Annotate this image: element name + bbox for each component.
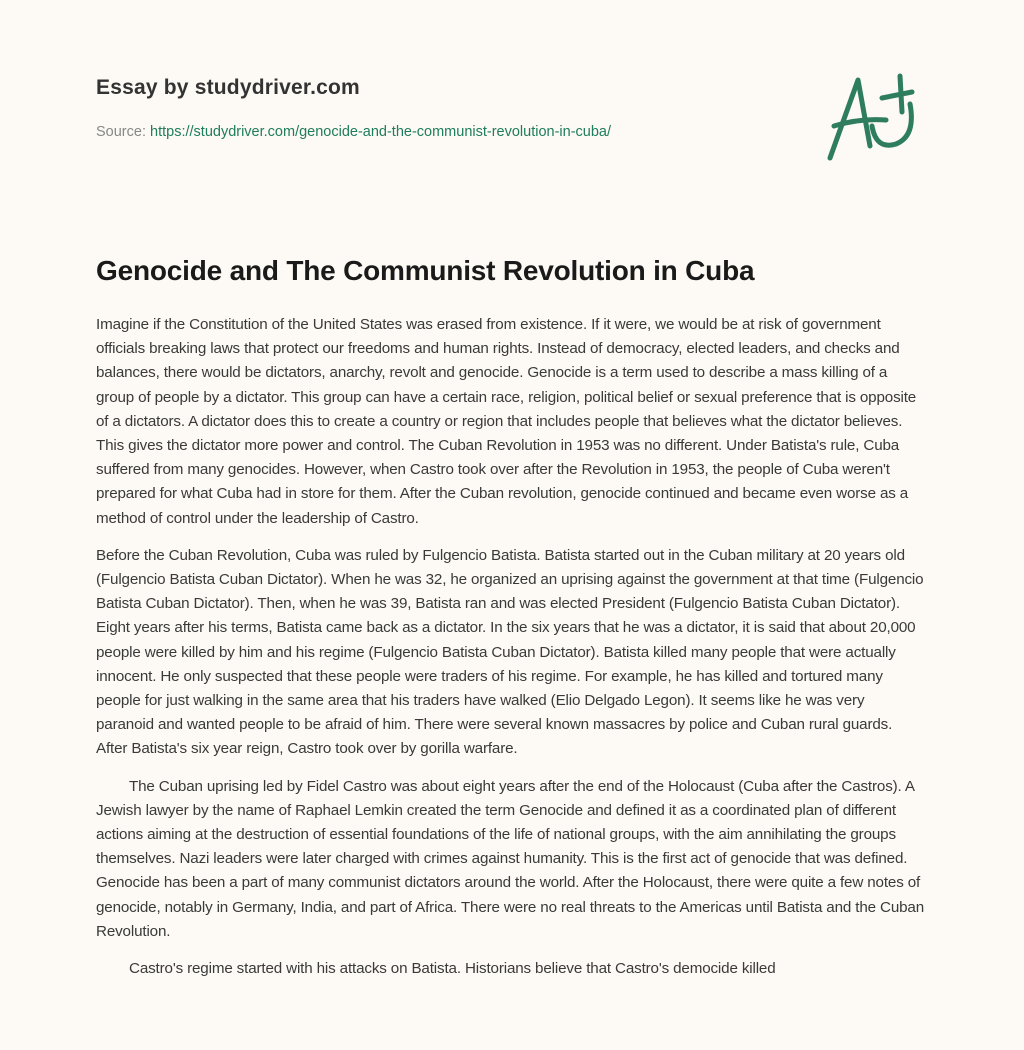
a-plus-grade-icon bbox=[820, 66, 930, 166]
essay-paragraph: The Cuban uprising led by Fidel Castro was about eight years after the end of the Holocaust (Cuba after the Castros). A Jewish lawyer by the name of Raphael Lemkin created the term Genocide and defined it as a coordinated plan of different actions aiming at the destruction of essential foundations of the life of national groups, with the aim annihilating the groups themselves. Nazi leaders were later charged with crimes against humanity. This is the first act of genocide that was defined. Genocide has been a part of many communist dictators around the world. After the Holocaust, there were quite a few notes of genocide, notably in Germany, India, and part of Africa. There were no real threats to the Americas until Batista and the Cuban Revolution. bbox=[96, 777, 924, 940]
source-link[interactable]: https://studydriver.com/genocide-and-the-communist-revolution-in-cuba/ bbox=[150, 124, 612, 140]
source-line bbox=[96, 124, 611, 140]
site-title: Essay by studydriver.com bbox=[96, 76, 360, 99]
essay-paragraph: Imagine if the Constitution of the United States was erased from existence. If it were, we would be at risk of government officials breaking laws that protect our freedoms and human rights. Instead of democracy, elected leaders, and checks and balances, there would be dictators, anarchy, revolt and genocide. Genocide is a term used to describe a mass killing of a group of people by a dictator. This group can have a certain race, religion, political belief or sexual preference that is opposite of a dictators. A dictator does this to create a country or region that includes people that believes what the dictator believes. This gives the dictator more power and control. The Cuban Revolution in 1953 was no different. Under Batista's rule, Cuba suffered from many genocides. However, when Castro took over after the Revolution in 1953, the people of Cuba weren't prepared for what Cuba had in store for them. After the Cuban revolution, genocide continued and became even worse as a method of control under the leadership of Castro. bbox=[96, 316, 917, 527]
essay-paragraph: Castro's regime started with his attacks on Batista. Historians believe that Castro's democide killed bbox=[129, 960, 776, 978]
essay-title: Genocide and The Communist Revolution in Cuba bbox=[96, 255, 755, 286]
source-label: Source: bbox=[96, 124, 146, 140]
essay-paragraph: Before the Cuban Revolution, Cuba was ruled by Fulgencio Batista. Batista started out in the Cuban military at 20 years old (Fulgencio Batista Cuban Dictator). When he was 32, he organized an uprising against the government at that time (Fulgencio Batista Cuban Dictator). Then, when he was 39, Batista ran and was elected President (Fulgencio Batista Cuban Dictator). Eight years after his terms, Batista came back as a dictator. In the six years that he was a dictator, it is said that about 20,000 people were killed by him and his regime (Fulgencio Batista Cuban Dictator). Batista killed many people that were actually innocent. He only suspected that these people were traders of his regime. For example, he has killed and tortured many people for just walking in the same area that his traders have walked (Elio Delgado Legon). It seems like he was very paranoid and wanted people to be afraid of him. There were several known massacres by police and Cuban rural guards. After Batista's six year reign, Castro took over by gorilla warfare. bbox=[96, 546, 924, 758]
essay-body bbox=[96, 313, 926, 994]
page-header bbox=[0, 0, 1024, 230]
